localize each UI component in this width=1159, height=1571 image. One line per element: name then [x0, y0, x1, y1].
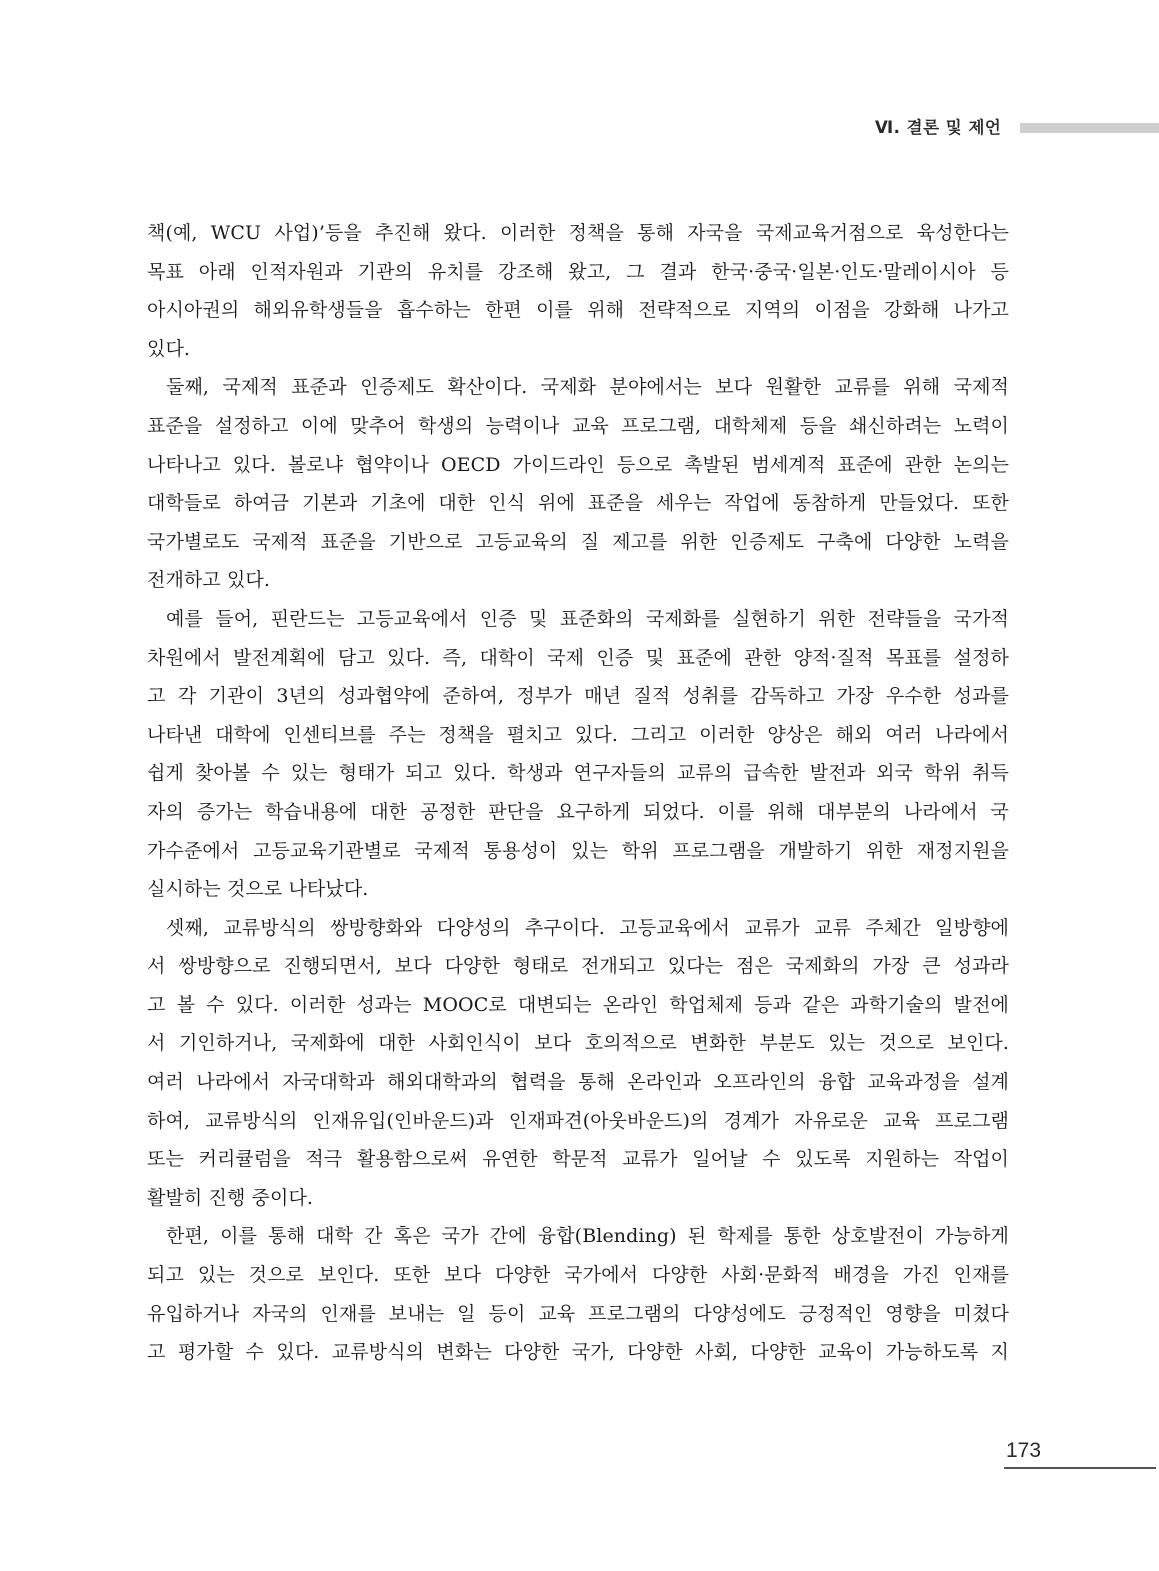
page-footer	[1004, 1436, 1156, 1469]
text-line: 고 각 기관이 3년의 성과협약에 준하여, 정부가 매년 질적 성취를 감독하고 가장 우수한 성과를	[147, 685, 1009, 708]
text-line: 되고 있는 것으로 보인다. 또한 보다 다양한 국가에서 다양한 사회·문화적 배경을 가진 인재를	[147, 1264, 1009, 1287]
text-line: 아시아권의 해외유학생들을 흡수하는 한편 이를 위해 전략적으로 지역의 이점을 강화해 나가고	[147, 299, 1009, 322]
text-line: 목표 아래 인적자원과 기관의 유치를 강조해 왔고, 그 결과 한국·중국·일본·인도·말레이시아 등	[147, 260, 1009, 283]
text-line: 여러 나라에서 자국대학과 해외대학과의 협력을 통해 온라인과 오프라인의 융합 교육과정을 설계	[147, 1071, 1009, 1094]
page-number: 173	[1006, 1439, 1042, 1462]
text-line: 고 평가할 수 있다. 교류방식의 변화는 다양한 국가, 다양한 사회, 다양한 교육이 가능하도록 지	[147, 1341, 1009, 1364]
header-bar	[1020, 123, 1159, 133]
paragraph-start-line: 한편, 이를 통해 대학 간 혹은 국가 간에 융합(Blending) 된 학제를 통한 상호발전이 가능하게	[166, 1225, 1009, 1248]
text-line: 전개하고 있다.	[147, 569, 271, 592]
text-line: 하여, 교류방식의 인재유입(인바운드)과 인재파견(아웃바운드)의 경계가 자유로운 교육 프로그램	[147, 1109, 1009, 1132]
text-line: 가수준에서 고등교육기관별로 국제적 통용성이 있는 학위 프로그램을 개발하기 위한 재정지원을	[147, 839, 1009, 862]
text-line: 책(예, WCU 사업)’등을 추진해 왔다. 이러한 정책을 통해 자국을 국제교육거점으로 육성한다는	[147, 222, 1009, 244]
text-line: 고 볼 수 있다. 이러한 성과는 MOOC로 대변되는 온라인 학업체제 등과 같은 과학기술의 발전에	[147, 993, 1009, 1016]
section-title: Ⅵ. 결론 및 제언	[875, 118, 1002, 137]
text-line: 표준을 설정하고 이에 맞추어 학생의 능력이나 교육 프로그램, 대학체제 등을 쇄신하려는 노력이	[147, 414, 1009, 437]
text-line: 차원에서 발전계획에 담고 있다. 즉, 대학이 국제 인증 및 표준에 관한 양적·질적 목표를 설정하	[147, 646, 1009, 669]
text-line: 국가별로도 국제적 표준을 기반으로 고등교육의 질 제고를 위한 인증제도 구축에 다양한 노력을	[147, 530, 1009, 553]
paragraph-start-line: 둘째, 국제적 표준과 인증제도 확산이다. 국제화 분야에서는 보다 원활한 교류를 위해 국제적	[166, 376, 1009, 399]
text-line: 유입하거나 자국의 인재를 보내는 일 등이 교육 프로그램의 다양성에도 긍정적인 영향을 미쳤다	[147, 1302, 1009, 1325]
text-line: 대학들로 하여금 기본과 기초에 대한 인식 위에 표준을 세우는 작업에 동참하게 만들었다. 또한	[147, 492, 1009, 515]
text-line: 있다.	[147, 337, 191, 360]
running-header	[0, 116, 1159, 140]
body-text	[147, 214, 1009, 1372]
text-line: 서 기인하거나, 국제화에 대한 사회인식이 보다 호의적으로 변화한 부분도 있는 것으로 보인다.	[147, 1032, 1009, 1055]
text-line: 실시하는 것으로 나타났다.	[147, 878, 369, 901]
paragraph-start-line: 셋째, 교류방식의 쌍방향화와 다양성의 추구이다. 고등교육에서 교류가 교류 주체간 일방향에	[166, 916, 1009, 939]
footer-rule	[1004, 1467, 1156, 1469]
text-line: 또는 커리큘럼을 적극 활용함으로써 유연한 학문적 교류가 일어날 수 있도록 지원하는 작업이	[147, 1148, 1009, 1171]
text-line: 활발히 진행 중이다.	[147, 1186, 314, 1209]
paragraph-start-line: 예를 들어, 핀란드는 고등교육에서 인증 및 표준화의 국제화를 실현하기 위한 전략들을 국가적	[166, 607, 1009, 630]
text-line: 나타낸 대학에 인센티브를 주는 정책을 펼치고 있다. 그리고 이러한 양상은 해외 여러 나라에서	[147, 723, 1009, 746]
text-line: 쉽게 찾아볼 수 있는 형태가 되고 있다. 학생과 연구자들의 교류의 급속한 발전과 외국 학위 취득	[147, 762, 1009, 785]
text-line: 서 쌍방향으로 진행되면서, 보다 다양한 형태로 전개되고 있다는 점은 국제화의 가장 큰 성과라	[147, 955, 1009, 978]
text-line: 나타나고 있다. 볼로냐 협약이나 OECD 가이드라인 등으로 촉발된 범세계적 표준에 관한 논의는	[147, 453, 1009, 476]
text-line: 자의 증가는 학습내용에 대한 공정한 판단을 요구하게 되었다. 이를 위해 대부분의 나라에서 국	[147, 800, 1009, 823]
